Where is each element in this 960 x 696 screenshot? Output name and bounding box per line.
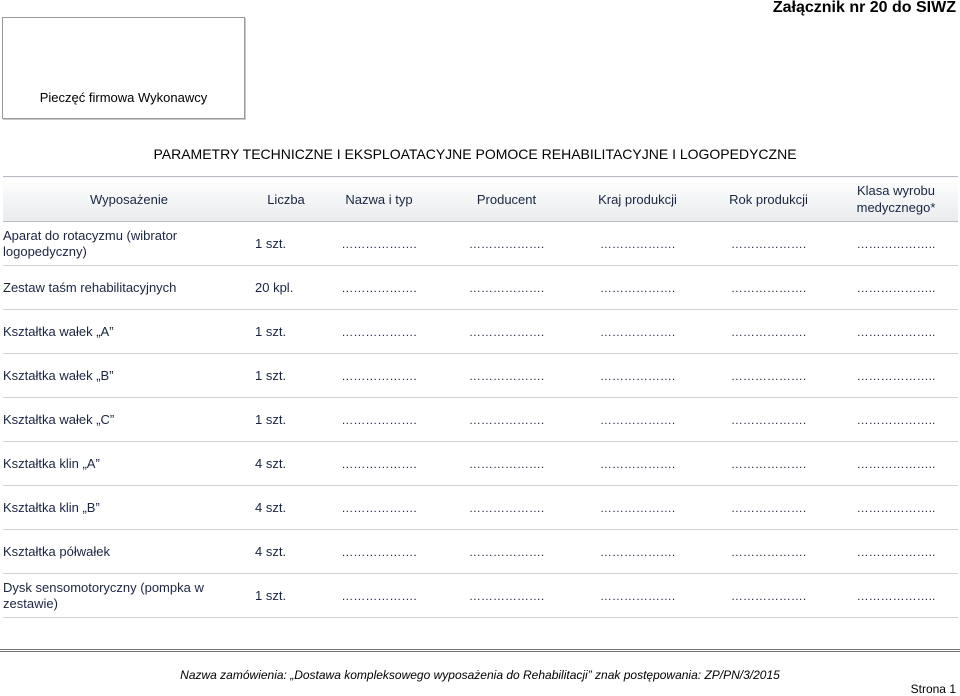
fill-field[interactable]: ……………….. [834, 486, 958, 530]
fill-field[interactable]: ………………. [317, 442, 441, 486]
header-year: Rok produkcji [703, 177, 834, 222]
fill-field[interactable]: ……………….. [834, 398, 958, 442]
fill-field[interactable]: ………………. [572, 222, 703, 266]
fill-field[interactable]: ………………. [317, 354, 441, 398]
document-title: PARAMETRY TECHNICZNE I EKSPLOATACYJNE POMOCE REHABILITACYJNE I LOGOPEDYCZNE [153, 146, 797, 162]
fill-field[interactable]: ……………….. [834, 310, 958, 354]
fill-field[interactable]: ………………. [703, 266, 834, 310]
header-producer: Producent [441, 177, 572, 222]
fill-field[interactable]: ………………. [703, 486, 834, 530]
stamp-label: Pieczęć firmowa Wykonawcy [39, 90, 208, 105]
footer-order-name: Nazwa zamówienia: „Dostawa kompleksowego wyposażenia do Rehabilitacji” znak postępowania: ZP/PN/3/2015 [180, 668, 780, 682]
fill-field[interactable]: ………………. [317, 486, 441, 530]
fill-field[interactable]: ………………. [441, 222, 572, 266]
fill-field[interactable]: ……………….. [834, 574, 958, 618]
fill-field[interactable]: ………………. [441, 354, 572, 398]
item-quantity: 4 szt. [255, 442, 317, 486]
fill-field[interactable]: ………………. [317, 530, 441, 574]
fill-field[interactable]: ………………. [572, 310, 703, 354]
item-name: Dysk sensomotoryczny (pompka w zestawie) [3, 574, 255, 618]
item-quantity: 4 szt. [255, 530, 317, 574]
table-row [3, 222, 958, 266]
table-row [3, 574, 958, 618]
fill-field[interactable]: ………………. [703, 222, 834, 266]
fill-field[interactable]: ………………. [572, 398, 703, 442]
fill-field[interactable]: ……………….. [834, 266, 958, 310]
item-name: Kształtka półwałek [3, 530, 255, 574]
fill-field[interactable]: ………………. [441, 398, 572, 442]
fill-field[interactable]: ……………….. [834, 442, 958, 486]
fill-field[interactable]: ………………. [441, 266, 572, 310]
item-quantity: 1 szt. [255, 574, 317, 618]
fill-field[interactable]: ………………. [572, 354, 703, 398]
fill-field[interactable]: ………………. [441, 530, 572, 574]
fill-field[interactable]: ………………. [703, 398, 834, 442]
fill-field[interactable]: ………………. [317, 574, 441, 618]
table-row [3, 266, 958, 310]
fill-field[interactable]: ………………. [572, 530, 703, 574]
item-quantity: 1 szt. [255, 222, 317, 266]
item-quantity: 1 szt. [255, 398, 317, 442]
item-name: Zestaw taśm rehabilitacyjnych [3, 266, 255, 310]
fill-field[interactable]: ………………. [572, 486, 703, 530]
fill-field[interactable]: ………………. [703, 310, 834, 354]
item-quantity: 20 kpl. [255, 266, 317, 310]
item-quantity: 1 szt. [255, 310, 317, 354]
header-medical-class: Klasa wyrobu medycznego* [834, 177, 958, 222]
table-row [3, 398, 958, 442]
fill-field[interactable]: ……………….. [834, 222, 958, 266]
table-row [3, 486, 958, 530]
company-stamp-box [2, 17, 245, 119]
parameters-table [3, 176, 958, 618]
header-quantity: Liczba [255, 177, 317, 222]
item-quantity: 4 szt. [255, 486, 317, 530]
item-name: Kształtka wałek „A” [3, 310, 255, 354]
fill-field[interactable]: ………………. [441, 574, 572, 618]
table-row [3, 354, 958, 398]
item-name: Kształtka klin „A” [3, 442, 255, 486]
fill-field[interactable]: ……………….. [834, 354, 958, 398]
fill-field[interactable]: ………………. [317, 398, 441, 442]
fill-field[interactable]: ………………. [703, 574, 834, 618]
fill-field[interactable]: ………………. [441, 310, 572, 354]
table-header-row [3, 177, 958, 222]
fill-field[interactable]: ………………. [703, 354, 834, 398]
header-equipment: Wyposażenie [3, 177, 255, 222]
table-row [3, 530, 958, 574]
fill-field[interactable]: ………………. [572, 442, 703, 486]
item-name: Kształtka klin „B” [3, 486, 255, 530]
item-quantity: 1 szt. [255, 354, 317, 398]
header-country: Kraj produkcji [572, 177, 703, 222]
fill-field[interactable]: ………………. [703, 442, 834, 486]
table-row [3, 442, 958, 486]
fill-field[interactable]: ………………. [441, 442, 572, 486]
fill-field[interactable]: ………………. [572, 266, 703, 310]
fill-field[interactable]: ………………. [703, 530, 834, 574]
fill-field[interactable]: ……………….. [834, 530, 958, 574]
fill-field[interactable]: ………………. [317, 222, 441, 266]
header-name-type: Nazwa i typ [317, 177, 441, 222]
footer-divider [0, 649, 960, 652]
item-name: Aparat do rotacyzmu (wibrator logopedyczny) [3, 222, 255, 266]
fill-field[interactable]: ………………. [572, 574, 703, 618]
page-number: Strona 1 [910, 682, 956, 696]
fill-field[interactable]: ………………. [317, 310, 441, 354]
item-name: Kształtka wałek „B” [3, 354, 255, 398]
fill-field[interactable]: ………………. [317, 266, 441, 310]
annex-title: Załącznik nr 20 do SIWZ [772, 0, 956, 16]
table-row [3, 310, 958, 354]
fill-field[interactable]: ………………. [441, 486, 572, 530]
item-name: Kształtka wałek „C” [3, 398, 255, 442]
